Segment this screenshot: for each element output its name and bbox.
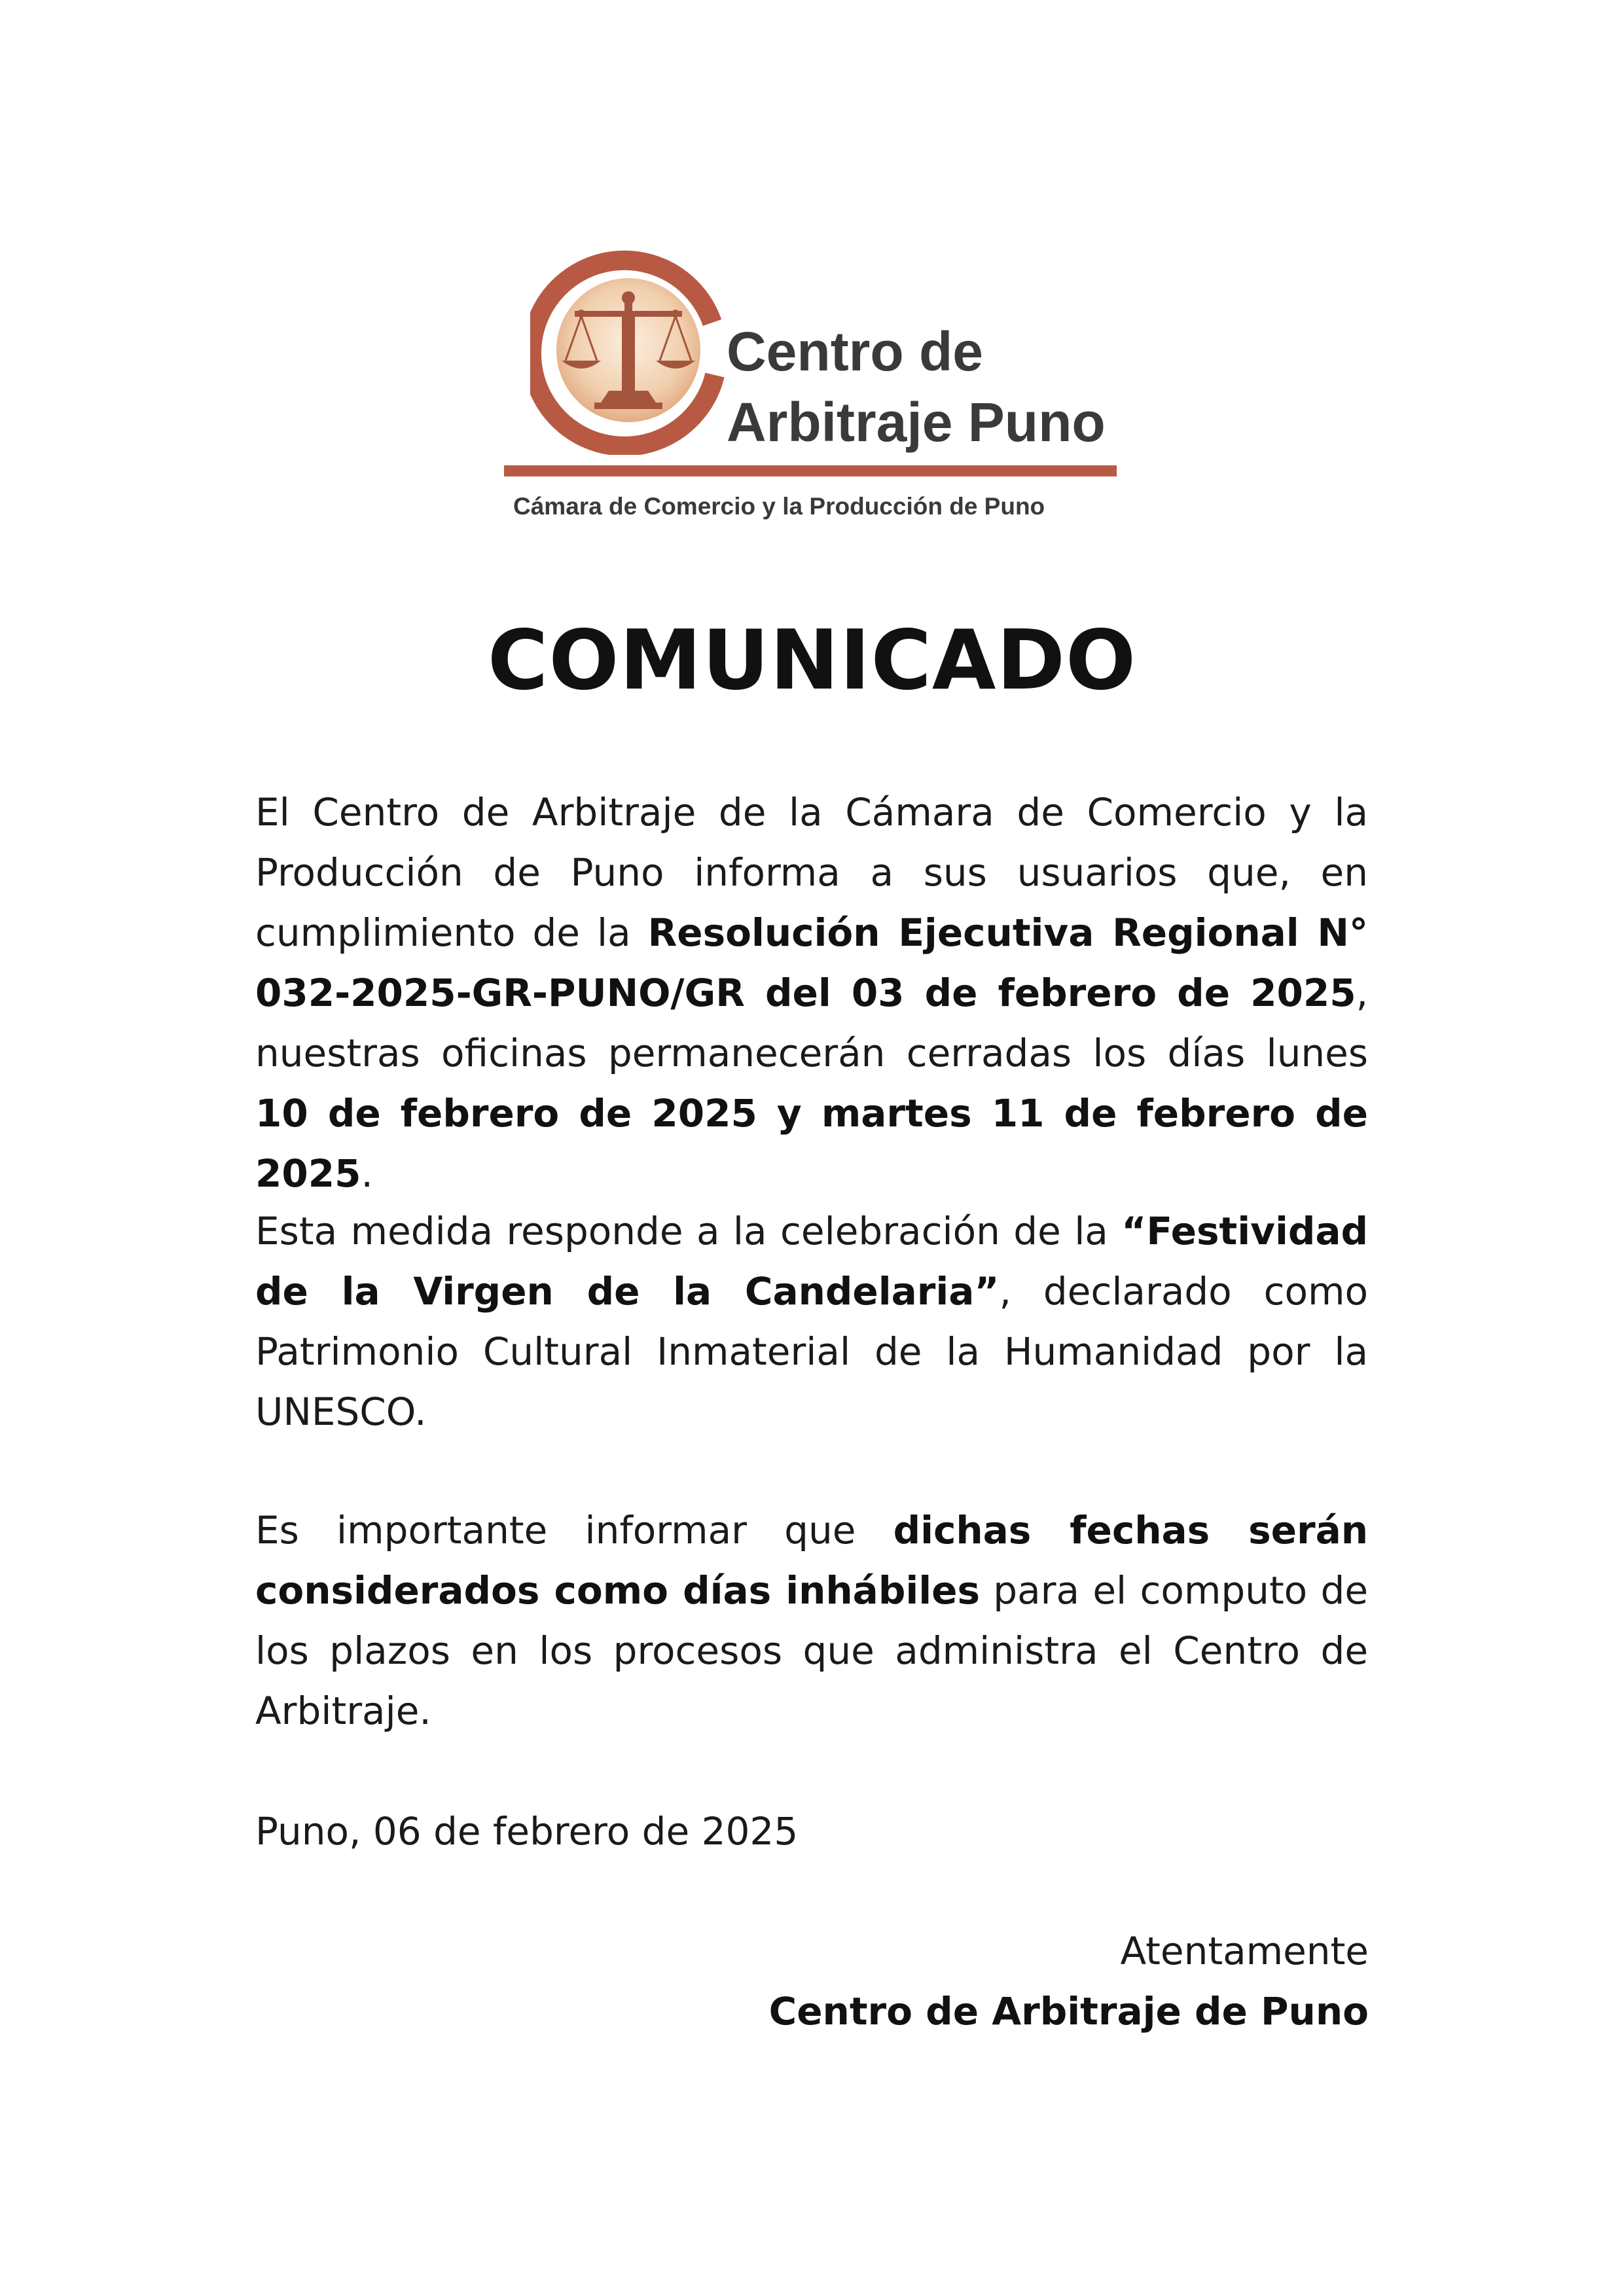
paragraph-text: , declarado como Patrimonio Cultural Inmaterial de la Humanidad por la UNESCO. [255, 1269, 1368, 1434]
document-title: COMUNICADO [487, 612, 1137, 708]
paragraph-text: Es importante informar que [255, 1508, 893, 1552]
paragraph-text: . [361, 1151, 373, 1196]
festivity-name: “Festividad de la Virgen de la Candelaria” [255, 1209, 1368, 1314]
paragraph-announcement [255, 782, 1368, 1204]
non-working-days-notice: dichas fechas serán considerados como días inhábiles [255, 1508, 1369, 1613]
logo-subtitle: Cámara de Comercio y la Producción de Puno [513, 493, 1045, 520]
paragraph-text: para el computo de los plazos en los procesos que administra el Centro de Arbitraje. [255, 1568, 1368, 1733]
signature-organization: Centro de Arbitraje de Puno [768, 1989, 1369, 2034]
logo-organization-name [727, 316, 1106, 457]
closure-dates: 10 de febrero de 2025 y martes 11 de febrero de 2025 [255, 1091, 1368, 1196]
paragraph-text: El Centro de Arbitraje de la Cámara de Comercio y la Producción de Puno informa a sus usuarios que, en cumplimiento de la [255, 790, 1368, 955]
closing-salutation: Atentamente [1120, 1929, 1369, 1973]
resolution-reference: Resolución Ejecutiva Regional N° 032-2025-GR-PUNO/GR del 03 de febrero de 2025 [255, 910, 1368, 1015]
paragraph-reason [255, 1201, 1368, 1442]
document-date: Puno, 06 de febrero de 2025 [255, 1809, 799, 1854]
logo-name-line-1: Centro de [727, 321, 984, 382]
logo [504, 245, 1132, 533]
logo-name-line-2: Arbitraje Puno [727, 391, 1106, 453]
paragraph-text: , nuestras oficinas permanecerán cerradas los días lunes [255, 971, 1368, 1075]
scales-of-justice-icon [530, 245, 727, 455]
logo-divider-bar [504, 465, 1117, 476]
paragraph-non-working-days [255, 1500, 1368, 1741]
paragraph-text: Esta medida responde a la celebración de la [255, 1209, 1122, 1253]
signature-block [769, 1921, 1369, 2041]
